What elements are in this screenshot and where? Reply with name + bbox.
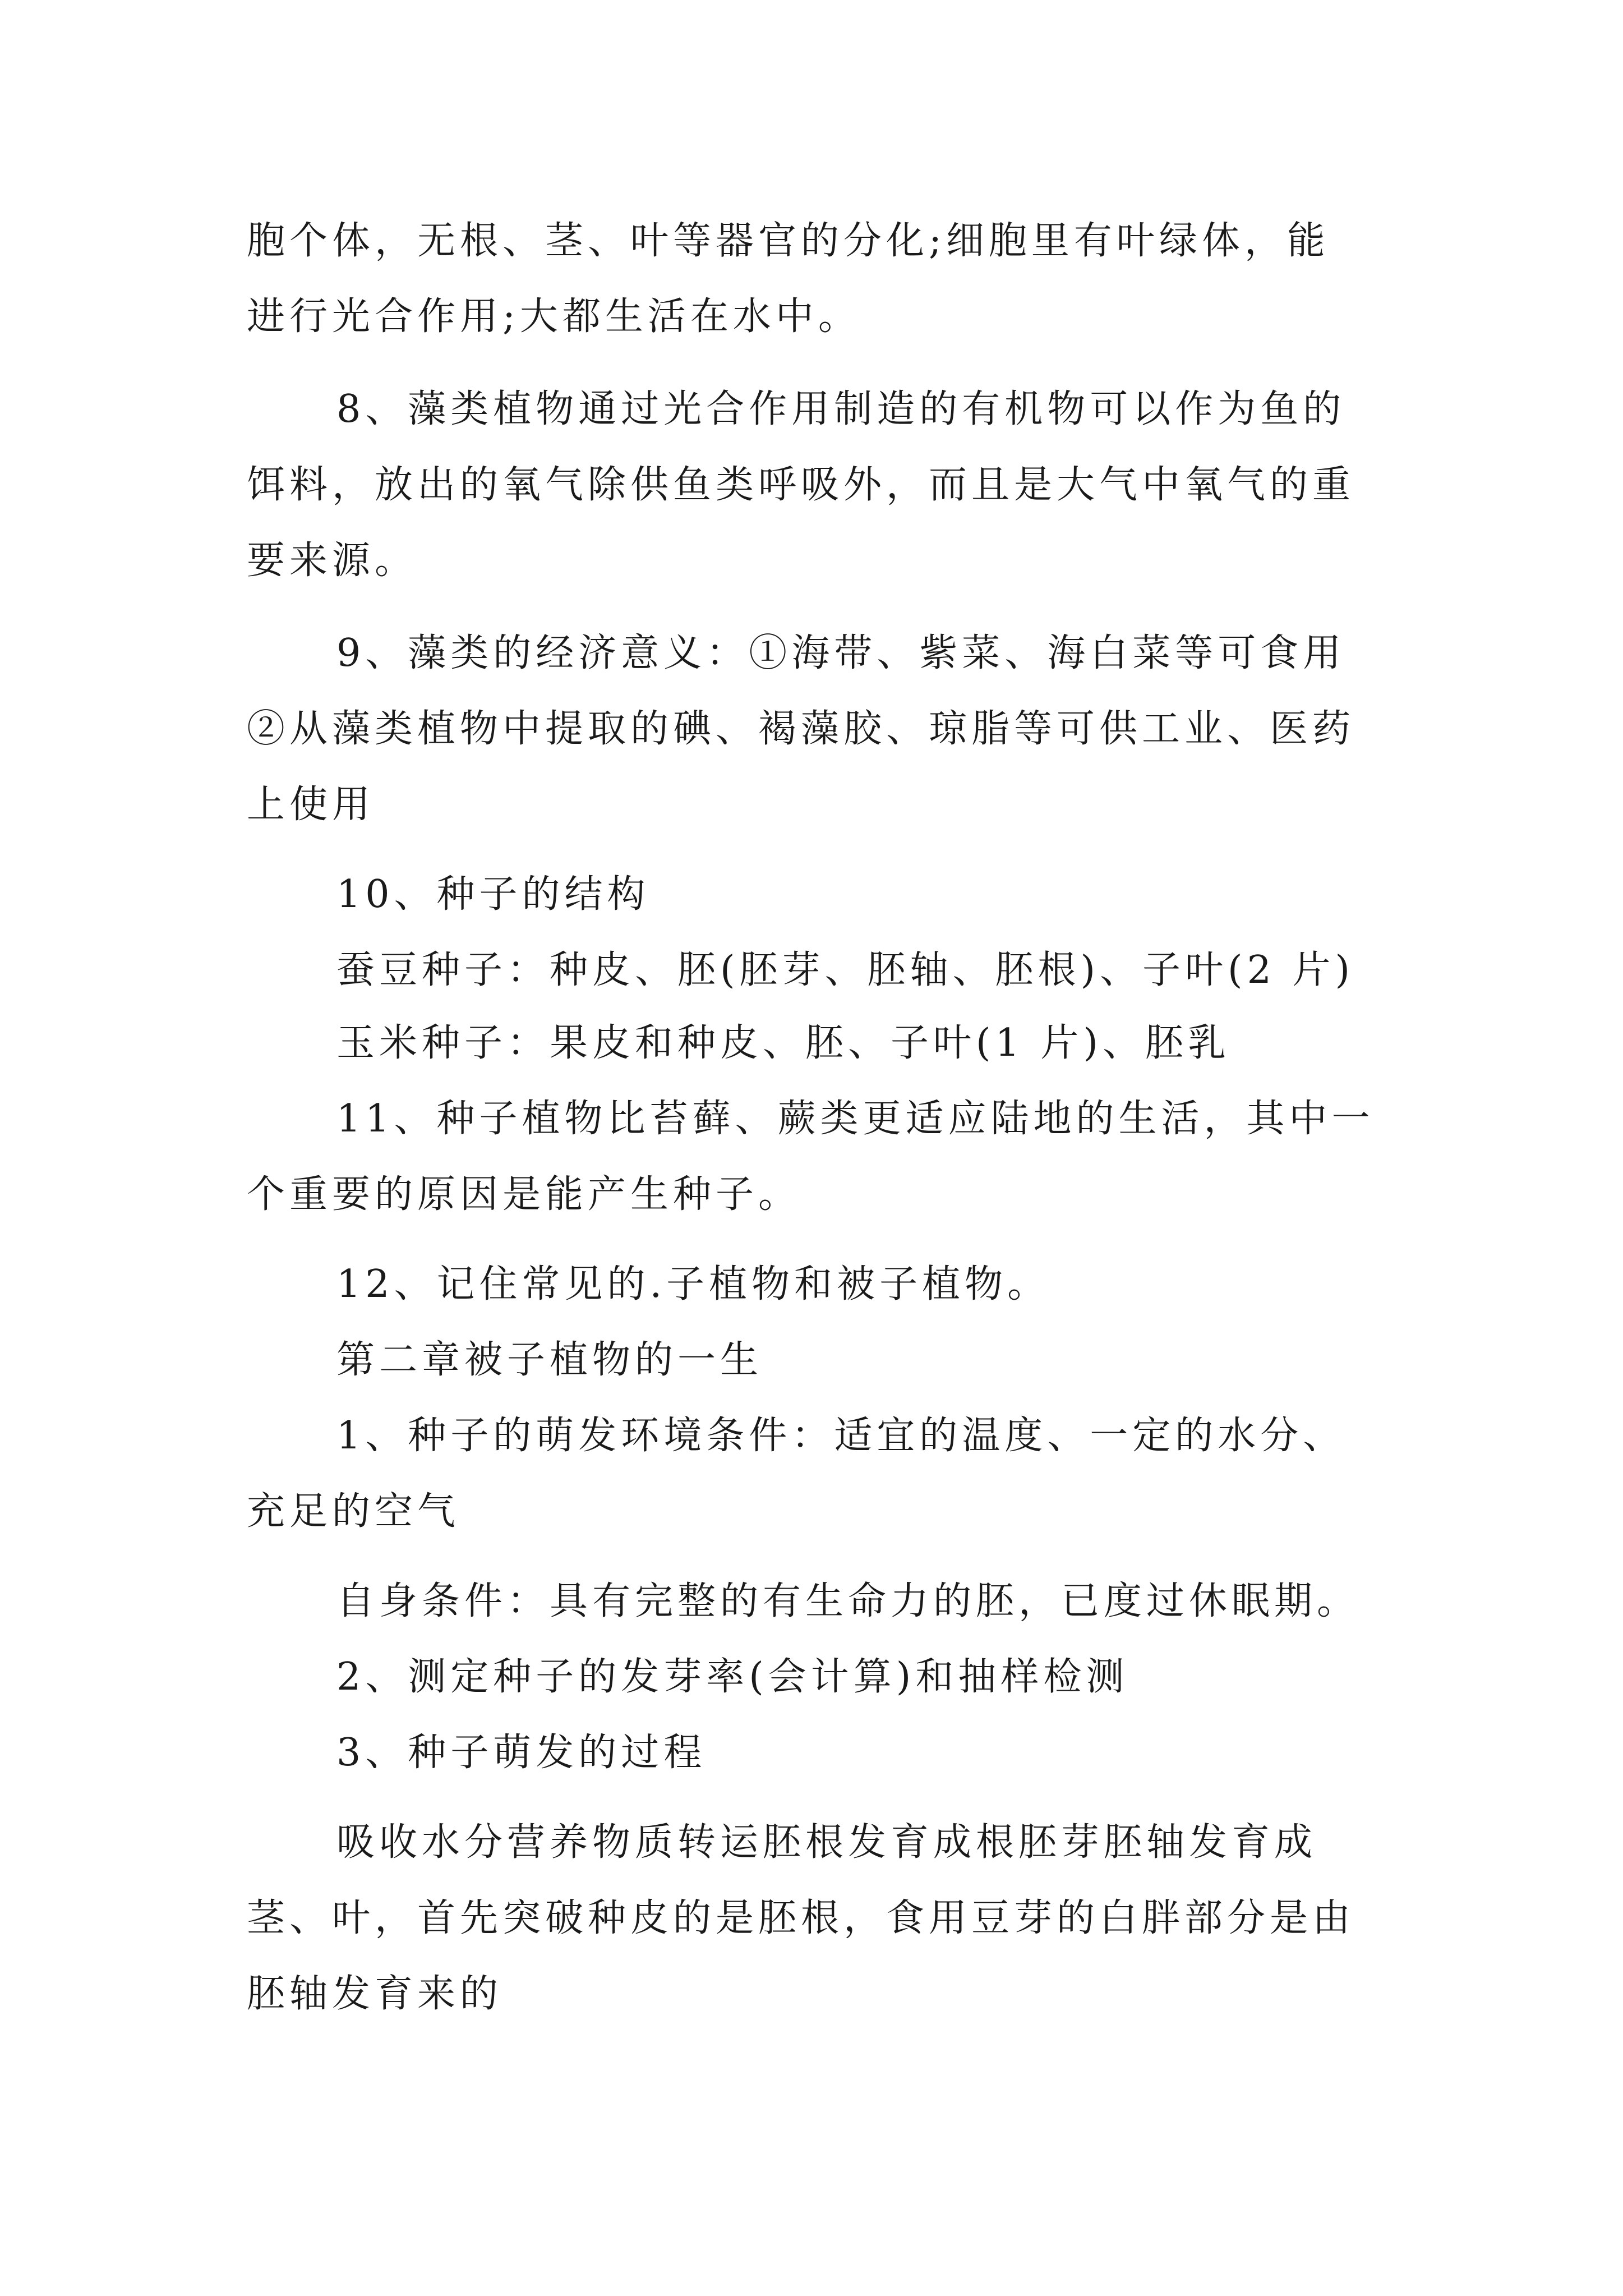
text-line: 充足的空气 <box>247 1489 460 1534</box>
text-line: 1、种子的萌发环境条件：适宜的温度、一定的水分、 <box>336 1414 1346 1458</box>
text-line: 2、测定种子的发芽率(会计算)和抽样检测 <box>336 1655 1129 1699</box>
text-line: 9、藻类的经济意义：①海带、紫菜、海白菜等可食用 <box>336 631 1346 675</box>
text-line: 进行光合作用;大都生活在水中。 <box>247 295 861 339</box>
text-line: 蚕豆种子：种皮、胚(胚芽、胚轴、胚根)、子叶(2 片) <box>336 948 1354 992</box>
text-line: 自身条件：具有完整的有生命力的胚，已度过休眠期。 <box>336 1579 1360 1623</box>
text-line: 上使用 <box>247 783 375 827</box>
text-line: ②从藻类植物中提取的碘、褐藻胶、琼脂等可供工业、医药 <box>247 707 1355 751</box>
text-line: 第二章被子植物的一生 <box>336 1338 763 1382</box>
text-line: 个重要的原因是能产生种子。 <box>247 1172 801 1217</box>
text-line: 要来源。 <box>247 539 418 583</box>
text-line: 吸收水分营养物质转运胚根发育成根胚芽胚轴发育成 <box>336 1820 1317 1865</box>
text-line: 饵料，放出的氧气除供鱼类呼吸外，而且是大气中氧气的重 <box>247 463 1355 507</box>
text-line: 茎、叶，首先突破种皮的是胚根，食用豆芽的白胖部分是由 <box>247 1896 1355 1940</box>
text-line: 胚轴发育来的 <box>247 1972 503 2016</box>
text-line: 胞个体，无根、茎、叶等器官的分化;细胞里有叶绿体，能 <box>247 219 1330 263</box>
text-line: 12、记住常见的.子植物和被子植物。 <box>336 1262 1050 1306</box>
text-line: 11、种子植物比苔藓、蕨类更适应陆地的生活，其中一 <box>336 1097 1375 1141</box>
text-line: 玉米种子：果皮和种皮、胚、子叶(1 片)、胚乳 <box>336 1021 1230 1065</box>
text-line: 3、种子萌发的过程 <box>336 1731 707 1775</box>
text-line: 10、种子的结构 <box>336 872 650 917</box>
text-line: 8、藻类植物通过光合作用制造的有机物可以作为鱼的 <box>336 387 1346 431</box>
